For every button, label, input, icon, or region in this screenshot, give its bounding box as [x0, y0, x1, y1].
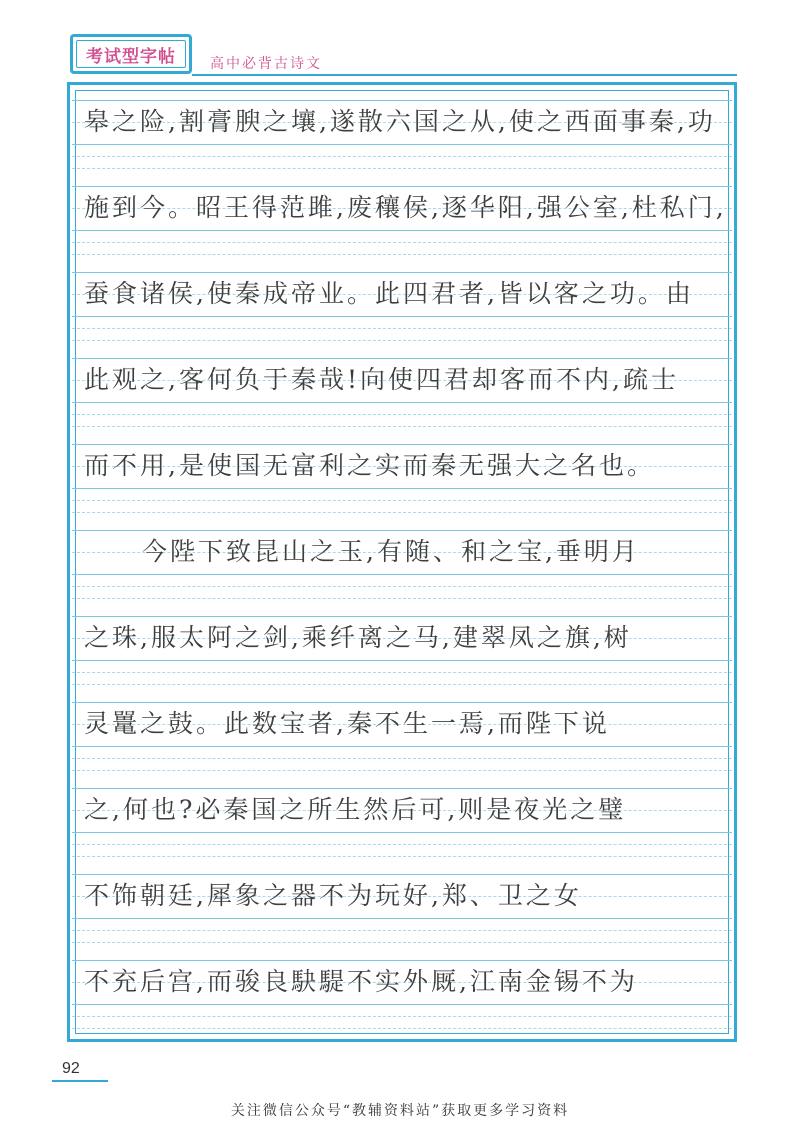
ruled-line [72, 144, 732, 145]
text-row [72, 952, 732, 1046]
ruled-line [72, 1004, 732, 1005]
ruled-line [72, 156, 732, 157]
text-line: 之珠,服太阿之剑,乘纤离之马,建翠凤之旗,树 [84, 623, 632, 652]
ruled-line [72, 1028, 732, 1029]
header-badge-title: 考试型字帖 [76, 40, 186, 68]
ruled-line [72, 530, 732, 531]
header-divider [192, 74, 737, 76]
text-line: 施到今。昭王得范雎,废穰侯,逐华阳,强公室,杜私门, [84, 193, 727, 222]
ruled-line [72, 512, 732, 513]
ruled-line [72, 426, 732, 427]
text-line: 不充后宫,而骏良駃騠不实外厩,江南金锡不为 [84, 967, 638, 996]
header-badge [70, 34, 192, 74]
ruled-line [72, 960, 732, 961]
text-row [72, 866, 732, 960]
ruled-line [72, 660, 732, 661]
ruled-line [72, 1016, 732, 1017]
text-line: 蚕食诸侯,使秦成帝业。此四君者,皆以客之功。由 [84, 279, 694, 308]
ruled-line [72, 316, 732, 317]
text-line: 此观之,客何负于秦哉!向使四君却客而不内,疏士 [84, 365, 679, 394]
ruled-line [72, 788, 732, 789]
text-row [72, 178, 732, 272]
ruled-line [72, 444, 732, 445]
text-row [72, 522, 732, 616]
text-row [72, 264, 732, 358]
ruled-line [72, 918, 732, 919]
ruled-line [72, 500, 732, 501]
text-line: 皋之险,割膏腴之壤,遂散六国之从,使之西面事秦,功 [84, 107, 716, 136]
header-subtitle: 高中必背古诗文 [210, 56, 322, 72]
ruled-line [72, 402, 732, 403]
ruled-line [72, 942, 732, 943]
ruled-line [72, 272, 732, 273]
ruled-line [72, 684, 732, 685]
ruled-line [72, 414, 732, 415]
ruled-line [72, 488, 732, 489]
text-row [72, 92, 732, 186]
text-line: 之,何也?必秦国之所生然后可,则是夜光之璧 [84, 795, 627, 824]
text-line: 而不用,是使国无富利之实而秦无强大之名也。 [84, 451, 655, 480]
page-number-underline [52, 1080, 108, 1082]
ruled-line [72, 186, 732, 187]
text-row [72, 694, 732, 788]
ruled-line [72, 758, 732, 759]
ruled-line [72, 832, 732, 833]
ruled-line [72, 358, 732, 359]
ruled-line [72, 574, 732, 575]
text-row [72, 350, 732, 444]
ruled-line [72, 874, 732, 875]
ruled-line [72, 168, 732, 169]
ruled-line [72, 598, 732, 599]
ruled-line [72, 340, 732, 341]
ruled-line [72, 230, 732, 231]
footer-note: 关注微信公众号“教辅资料站”获取更多学习资料 [230, 1103, 570, 1119]
ruled-line [72, 328, 732, 329]
ruled-line [72, 672, 732, 673]
ruled-line [72, 586, 732, 587]
page-number: 92 [62, 1060, 80, 1077]
text-row [72, 780, 732, 874]
ruled-line [72, 856, 732, 857]
ruled-line [72, 930, 732, 931]
text-line: 灵鼍之鼓。此数宝者,秦不生一焉,而陛下说 [84, 709, 610, 738]
ruled-line [72, 100, 732, 101]
text-row [72, 436, 732, 530]
ruled-line [72, 746, 732, 747]
text-line: 不饰朝廷,犀象之器不为玩好,郑、卫之女 [84, 881, 582, 910]
text-row [72, 608, 732, 702]
text-line: 今陛下致昆山之玉,有随、和之宝,垂明月 [142, 537, 640, 566]
ruled-line [72, 844, 732, 845]
ruled-line [72, 702, 732, 703]
ruled-line [72, 242, 732, 243]
ruled-line [72, 616, 732, 617]
ruled-line [72, 770, 732, 771]
ruled-line [72, 254, 732, 255]
